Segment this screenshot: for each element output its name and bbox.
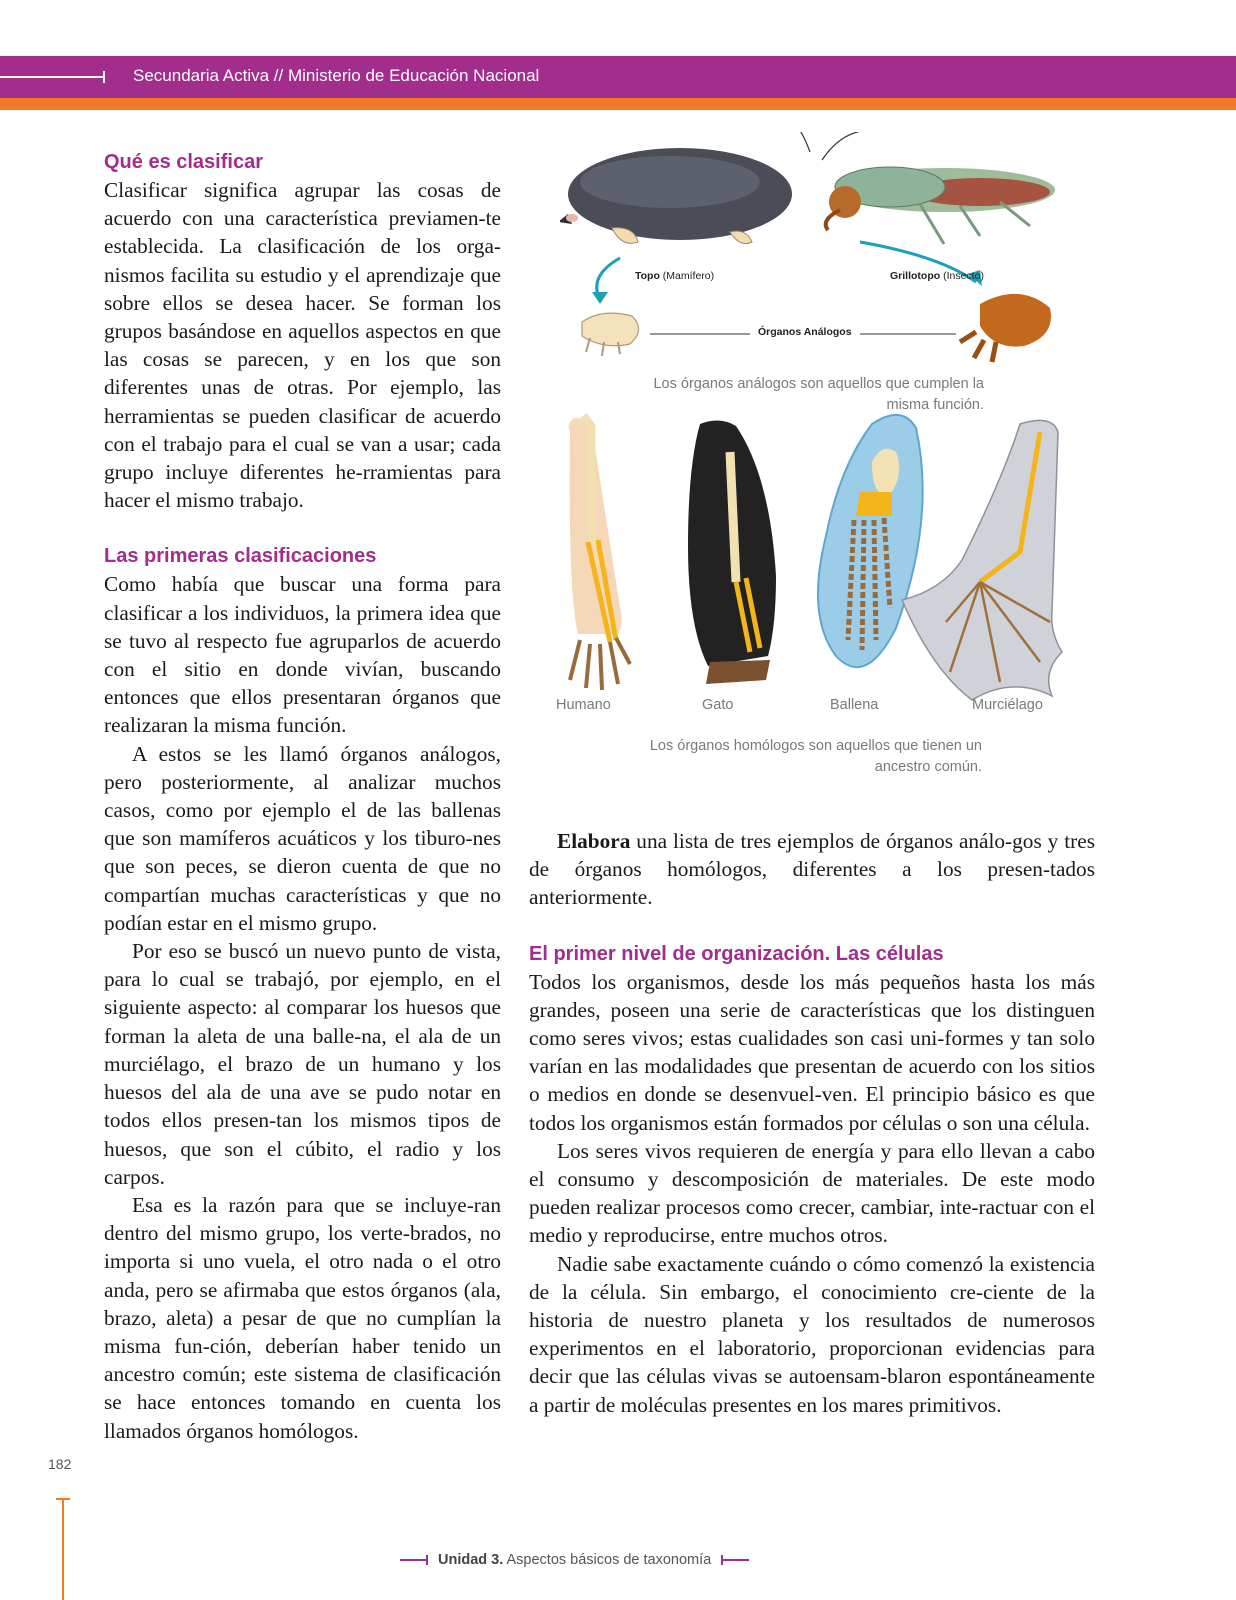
paragraph: Todos los organismos, desde los más pequeños hasta los más grandes, poseen una serie de características que los distinguen como seres vivos; estas cualidades son casi uni-formes y tan solo varían en las modalidades que presentan de acuerdo con los sitios o medios en donde se desenvuel-ven. El principio básico es que todos los organismos están formados por células o son una célula. — [529, 969, 1095, 1135]
label-humano: Humano — [556, 697, 611, 713]
mole-cricket-illustration — [792, 132, 1055, 244]
label-ballena: Ballena — [830, 697, 879, 713]
page-number: 182 — [48, 1456, 72, 1472]
footer-rule-right — [721, 1559, 749, 1561]
header-title: Secundaria Activa // Ministerio de Educación Nacional — [133, 66, 540, 85]
header-rule — [0, 76, 104, 78]
bat-wing-illustration — [902, 420, 1062, 700]
cat-leg-illustration — [688, 420, 776, 684]
mole-claw-illustration — [582, 313, 639, 356]
header-accent-stripe — [0, 98, 1236, 110]
footer-vertical-rule — [62, 1498, 64, 1600]
human-arm-illustration — [569, 418, 630, 690]
left-column — [104, 148, 501, 1445]
label-gato: Gato — [702, 697, 734, 713]
organos-analogos-label: Órganos Análogos — [758, 326, 852, 338]
heading-primer-nivel: El primer nivel de organización. Las células — [529, 942, 944, 965]
cricket-claw-illustration — [960, 294, 1051, 362]
organs-figure — [556, 132, 1100, 792]
label-murcielago: Murciélago — [972, 697, 1043, 713]
footer-rule-tick — [56, 1498, 70, 1500]
topo-label: Topo (Mamífero) — [635, 270, 715, 282]
footer-rule-left — [400, 1559, 428, 1561]
paragraph: Nadie sabe exactamente cuándo o cómo comenzó la existencia de la célula. Sin embargo, el conocimiento cre-ciente de la historia de nuestro planeta y los resultados de numerosos experimentos en el laboratorio, proporcionan evidencias para decir que las células vivas se autoensam-blaron espontáneamente a partir de moléculas presentes en los mares primitivos. — [529, 1251, 1095, 1417]
paragraph: Por eso se buscó un nuevo punto de vista, para lo cual se trabajó, por ejemplo, en el siguiente aspecto: al comparar los huesos que forman la aleta de una balle-na, el ala de un murciélago, el brazo de un humano y los huesos del ala de una ave se pudo notar en todos ellos presen-tan los mismos tipos de huesos, que son el cúbito, el radio y los carpos. — [104, 939, 501, 1189]
paragraph: Como había que buscar una forma para clasificar a los individuos, la primera idea que se tuvo al respecto fue agruparlos de acuerdo con el sitio en donde vivían, buscando entonces que ellos presentaran órganos que realizaran la misma función. — [104, 572, 501, 738]
mole-illustration — [560, 148, 792, 244]
paragraph: Clasificar significa agrupar las cosas de acuerdo con una característica previamen-te establecida. La clasificación de los orga-nismos facilita su estudio y el aprendizaje que sobre ellos se desea hacer. Se forman los grupos basándose en aquellos aspectos en que las cosas se parecen, y en los que son diferentes unas de otras. Por ejemplo, las herramientas se pueden clasificar de acuerdo con el trabajo para el cual se van a usar; cada grupo incluye diferentes he-rramientas para hacer el mismo trabajo. — [104, 178, 501, 513]
footer-unit: Unidad 3. Aspectos básicos de taxonomía — [400, 1552, 800, 1568]
heading-que-es-clasificar: Qué es clasificar — [104, 151, 263, 173]
organs-illustration — [560, 132, 1100, 792]
analog-caption: Los órganos análogos son aquellos que cumplen la misma función. — [653, 376, 984, 413]
whale-flipper-illustration — [818, 415, 923, 667]
activity-paragraph: Elabora una lista de tres ejemplos de órganos análo-gos y tres de órganos homólogos, diferentes a los presen-tados anteriormente. — [529, 829, 1095, 910]
right-column — [529, 827, 1095, 1419]
paragraph: Esa es la razón para que se incluye-ran dentro del mismo grupo, los verte-brados, no importa si uno vuela, el otro nada o el otro anda, pero se afirmaba que estos órganos (ala, brazo, aleta) a pesar de que no cumplían la misma fun-ción, deberían haber tenido un ancestro común; este sistema de clasificación se hace entonces tomando en cuenta los llamados órganos homólogos. — [104, 1192, 501, 1443]
activity-bold: Elabora — [557, 829, 631, 853]
header-rule-tick — [103, 71, 105, 83]
heading-primeras-clasificaciones: Las primeras clasificaciones — [104, 545, 377, 568]
paragraph: A estos se les llamó órganos análogos, pero posteriormente, al analizar muchos casos, como por ejemplo el de las ballenas que son mamíferos acuáticos y los tiburo-nes que son peces, se dieron cuenta de que no compartían muchas características y que no podían estar en el mismo grupo. — [104, 741, 501, 935]
homolog-caption: Los órganos homólogos son aquellos que tienen un ancestro común. — [649, 738, 982, 775]
grillotopo-label: Grillotopo (Insecto) — [890, 270, 984, 282]
paragraph: Los seres vivos requieren de energía y para ello llevan a cabo el consumo y descomposición de materiales. De este modo pueden realizar procesos como crecer, cambiar, inte-ractuar con el medio y reproducirse, entre muchos otros. — [529, 1138, 1095, 1248]
